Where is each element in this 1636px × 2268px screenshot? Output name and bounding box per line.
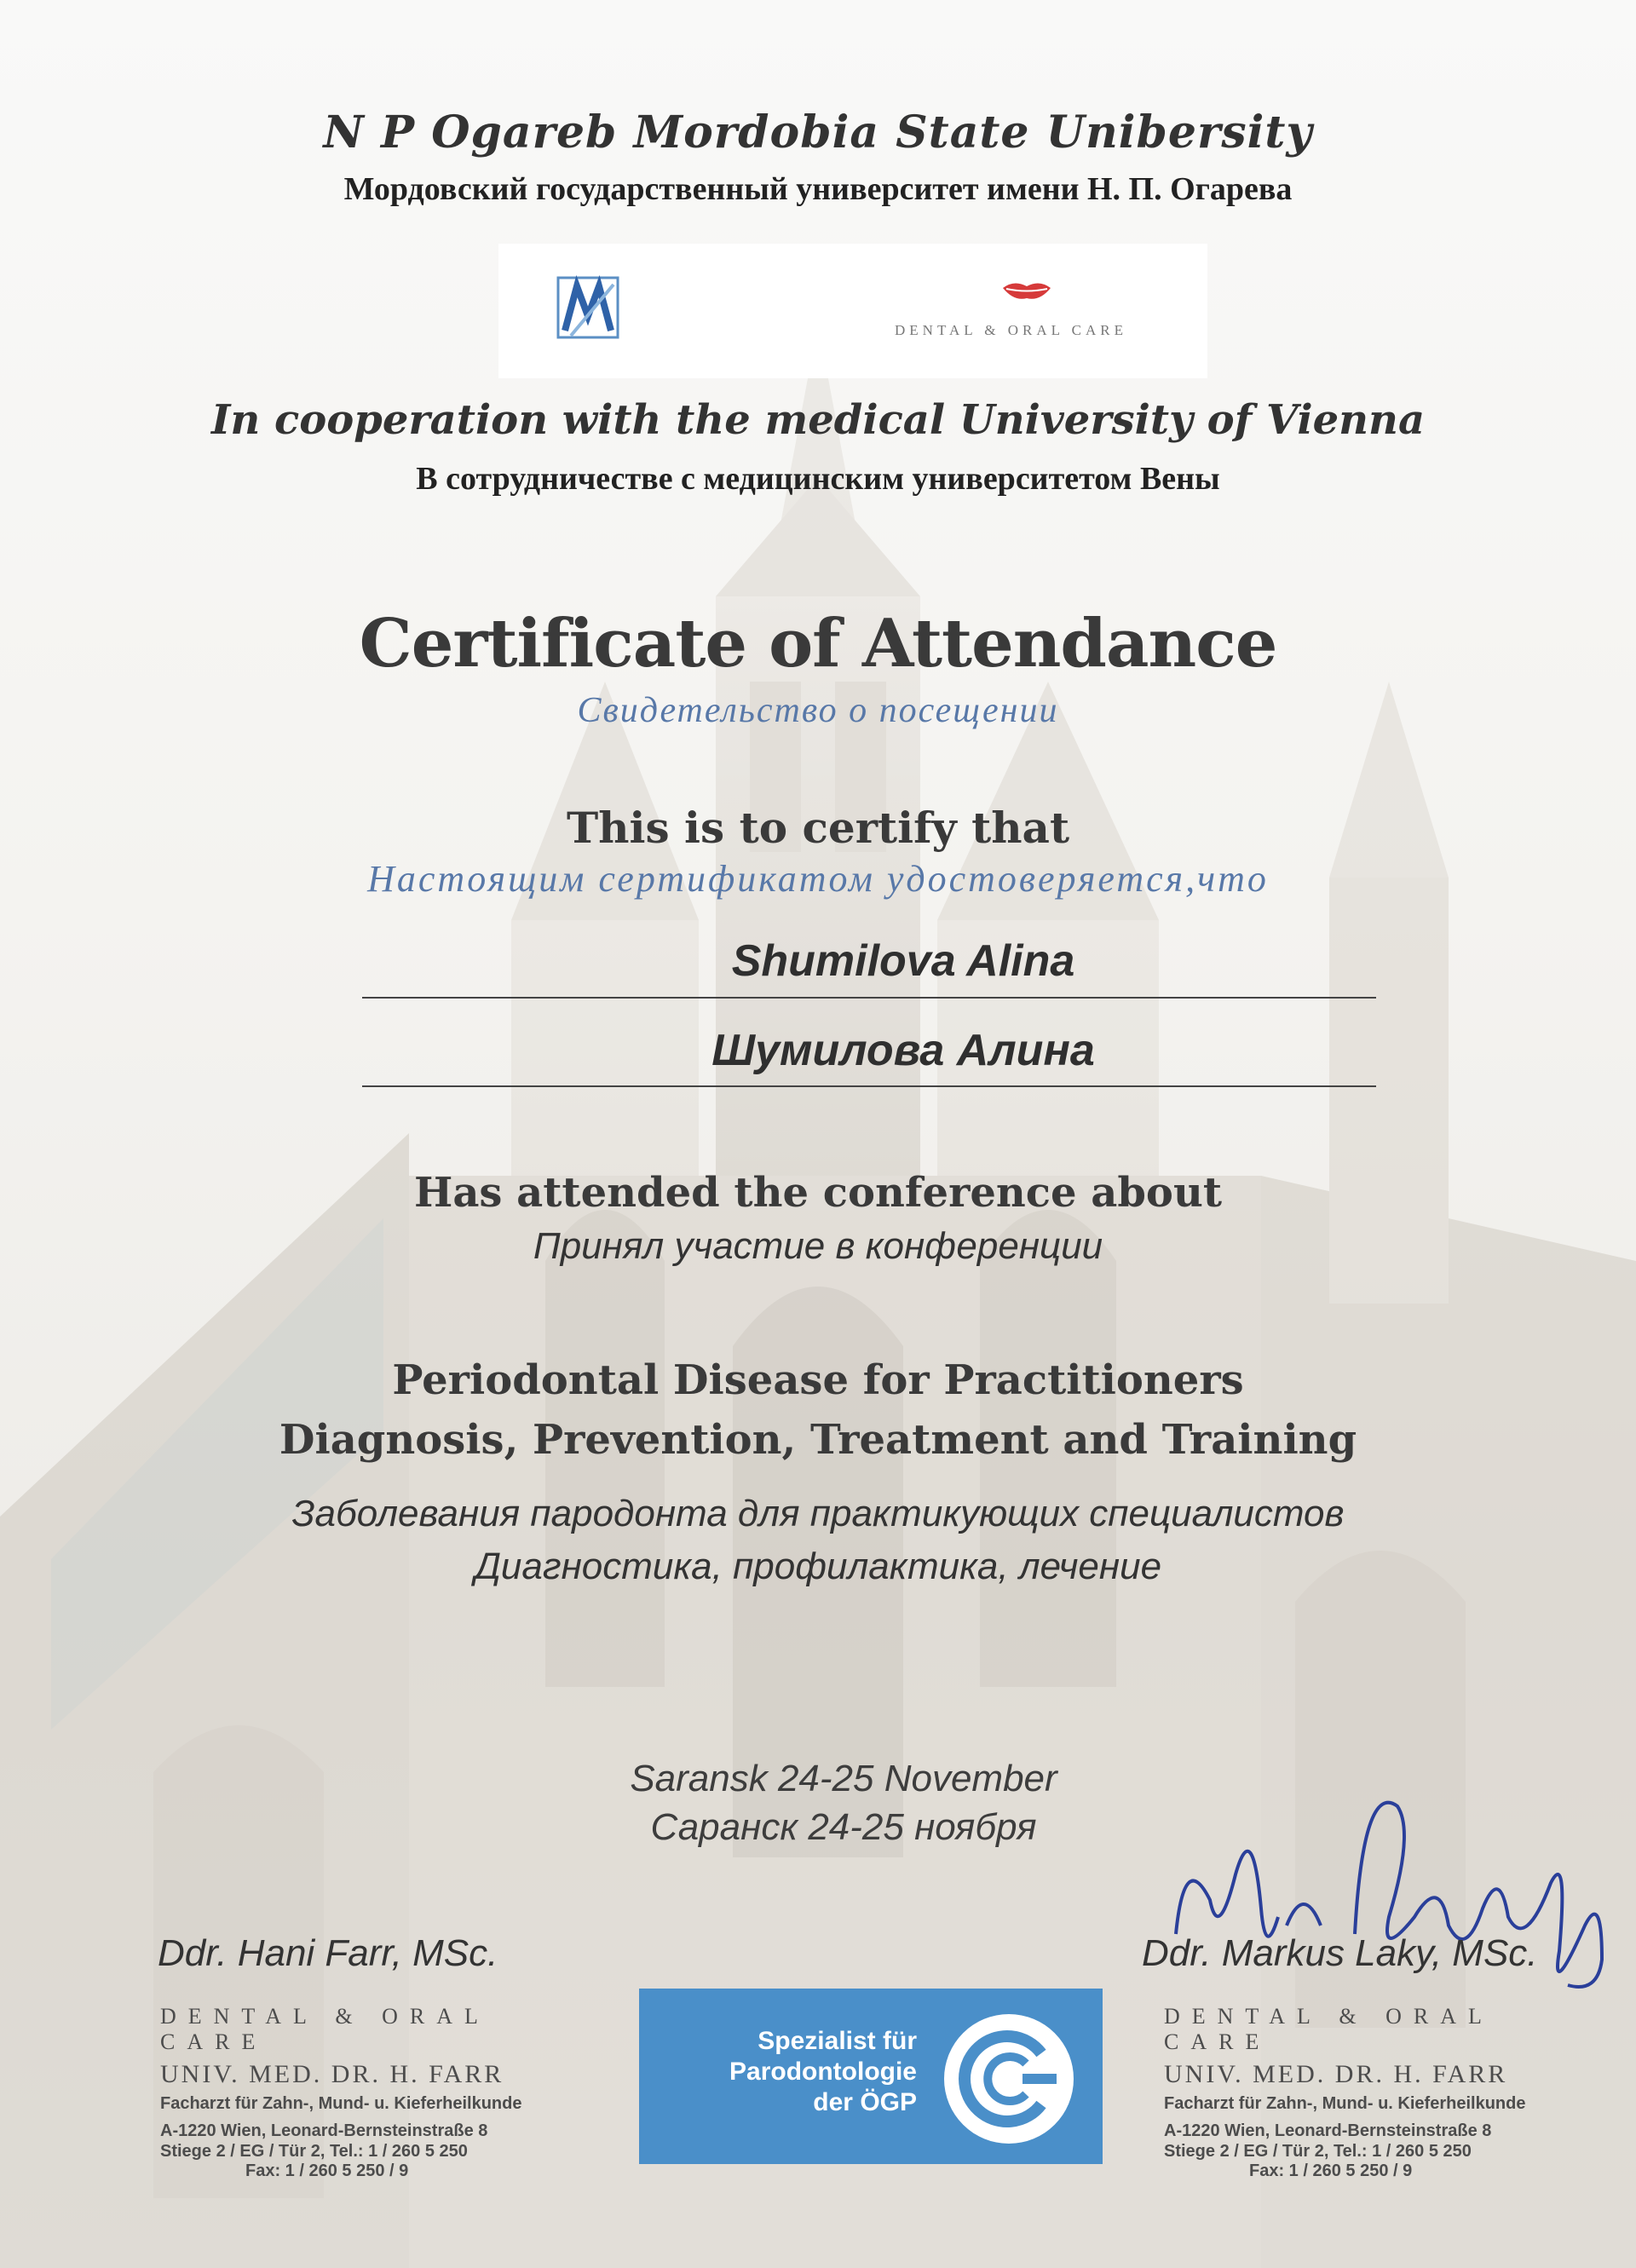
stamp-left-line2: UNIV. MED. DR. H. FARR xyxy=(160,2060,504,2088)
signer-right-name: Ddr. Markus Laky, MSc. xyxy=(1142,1932,1538,1974)
recipient-name-ru: Шумилова Алина xyxy=(711,1026,1095,1075)
conference-topic-ru-line2: Диагностика, профилактика, лечение xyxy=(474,1546,1162,1587)
certificate-title-ru: Свидетельство о посещении xyxy=(577,691,1059,730)
logos-strip xyxy=(498,244,1207,378)
ogp-badge-line3: der ÖGP xyxy=(813,2088,917,2116)
event-place-date-ru: Саранск 24-25 ноября xyxy=(650,1806,1037,1848)
stamp-right-line6: Fax: 1 / 260 5 250 / 9 xyxy=(1249,2162,1413,2180)
certificate-title: Certificate of Attendance xyxy=(359,605,1277,682)
attended-statement-en: Has attended the conference about xyxy=(413,1169,1223,1217)
cooperation-en: In cooperation with the medical University of Vienna xyxy=(210,396,1426,444)
stamp-left-line6: Fax: 1 / 260 5 250 / 9 xyxy=(245,2162,409,2180)
certify-statement-ru: Настоящим сертификатом удостоверяется,что xyxy=(367,858,1269,900)
dental-oral-care-caption: DENTAL & ORAL CARE xyxy=(895,322,1127,338)
certify-statement-en: This is to certify that xyxy=(566,803,1070,853)
name-underline-en xyxy=(362,997,1376,999)
stamp-right-line1: DENTAL & ORAL CARE xyxy=(1164,2004,1493,2054)
signer-left-name: Ddr. Hani Farr, MSc. xyxy=(158,1932,498,1974)
ogp-badge-text xyxy=(644,2026,917,2118)
stamp-left xyxy=(160,2004,603,2181)
stamp-left-line4: A-1220 Wien, Leonard-Bernsteinstraße 8 xyxy=(160,2121,488,2140)
stamp-right xyxy=(1164,2004,1607,2181)
stamp-right-line2: UNIV. MED. DR. H. FARR xyxy=(1164,2060,1508,2088)
ogp-logo-icon xyxy=(941,2011,1077,2147)
conference-topic-en-line2: Diagnosis, Prevention, Treatment and Training xyxy=(279,1416,1357,1464)
stamp-left-line1: DENTAL & ORAL CARE xyxy=(160,2004,489,2054)
ogp-specialist-badge xyxy=(639,1989,1103,2164)
recipient-name-en: Shumilova Alina xyxy=(731,936,1075,986)
lips-icon xyxy=(1001,279,1052,303)
event-place-date-en: Saransk 24-25 November xyxy=(630,1758,1057,1799)
stamp-right-line4: A-1220 Wien, Leonard-Bernsteinstraße 8 xyxy=(1164,2121,1492,2140)
ogp-badge-line2: Parodontologie xyxy=(729,2058,917,2086)
stamp-left-line3: Facharzt für Zahn-, Mund- u. Kieferheilkunde xyxy=(160,2094,522,2113)
stamp-right-line5: Stiege 2 / EG / Tür 2, Tel.: 1 / 260 5 250 xyxy=(1164,2142,1472,2161)
conference-topic-en-line1: Periodontal Disease for Practitioners xyxy=(392,1356,1244,1404)
name-underline-ru xyxy=(362,1085,1376,1087)
conference-topic-ru-line1: Заболевания пародонта для практикующих специалистов xyxy=(291,1493,1345,1534)
university-title-ru: Мордовский государственный университет имени Н. П. Огарева xyxy=(343,171,1293,207)
university-title-en: N P Ogareb Mordobia State Unibersity xyxy=(323,106,1313,158)
cooperation-ru: В сотрудничестве с медицинским университетом Вены xyxy=(416,461,1220,497)
attended-statement-ru: Принял участие в конференции xyxy=(533,1225,1103,1267)
university-m-logo-icon xyxy=(524,261,652,363)
stamp-left-line5: Stiege 2 / EG / Tür 2, Tel.: 1 / 260 5 250 xyxy=(160,2142,468,2161)
stamp-right-line3: Facharzt für Zahn-, Mund- u. Kieferheilkunde xyxy=(1164,2094,1526,2113)
ogp-badge-line1: Spezialist für xyxy=(758,2027,917,2055)
